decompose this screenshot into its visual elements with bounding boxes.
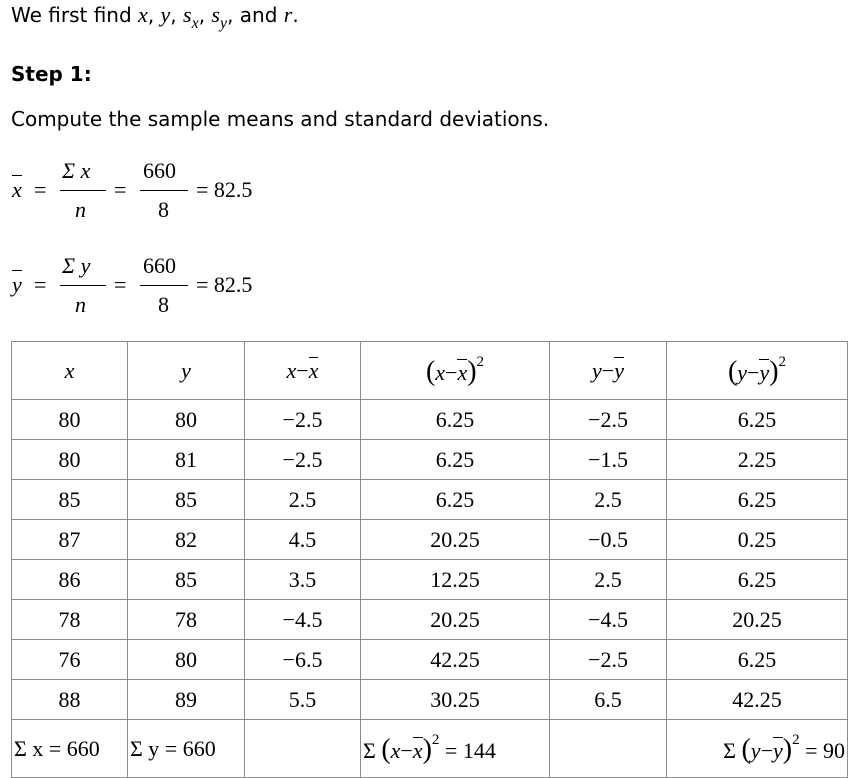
var-x: x xyxy=(138,2,148,27)
cell-y: 85 xyxy=(128,480,245,520)
header-x-a: x xyxy=(435,359,446,385)
minus-sign: − xyxy=(760,737,773,763)
exponent-2: 2 xyxy=(431,731,440,748)
var-r: r xyxy=(283,2,293,27)
cell-y-dev-squared: 0.25 xyxy=(667,520,848,560)
table-header-row xyxy=(12,342,848,400)
sum-x-numerator: Σ x xyxy=(62,158,91,183)
x-bar: x xyxy=(308,357,319,383)
fraction-line xyxy=(140,285,188,286)
cell-x: 85 xyxy=(12,480,128,520)
cell-y: 81 xyxy=(128,440,245,480)
cell-x-dev-squared: 6.25 xyxy=(361,400,550,440)
intro-and: and xyxy=(239,3,278,27)
sub-y: y xyxy=(219,15,228,32)
intro-sentence: We first find x, y, $s_x$, $s_y$, and r. xyxy=(11,2,299,32)
fraction-line xyxy=(140,190,188,191)
cell-y: 82 xyxy=(128,520,245,560)
cell-x-minus-mean: 2.5 xyxy=(245,480,361,520)
cell-y-minus-mean: 2.5 xyxy=(550,560,667,600)
mean-y-equation xyxy=(10,250,410,320)
cell-x: 88 xyxy=(12,680,128,720)
minus-sign: − xyxy=(601,357,615,383)
cell-x-minus-mean: 5.5 xyxy=(245,680,361,720)
n-denominator: n xyxy=(75,292,86,317)
cell-y-dev-squared: 20.25 xyxy=(667,600,848,640)
table-row xyxy=(12,440,848,480)
cell-x-minus-mean: −2.5 xyxy=(245,400,361,440)
cell-y: 85 xyxy=(128,560,245,600)
numerator-660: 660 xyxy=(143,253,176,278)
x-symbol: x xyxy=(390,737,401,763)
header-x-dev-squared: $(x-x)^2$ xyxy=(361,342,550,400)
cell-x-dev-squared: 6.25 xyxy=(361,440,550,480)
cell-x-dev-squared: 20.25 xyxy=(361,600,550,640)
minus-sign: − xyxy=(400,737,413,763)
var-sx: s xyxy=(183,2,192,27)
totals-row xyxy=(12,720,848,778)
header-y-a: y xyxy=(737,359,748,385)
table-row xyxy=(12,640,848,680)
step-heading: Step 1: xyxy=(11,62,92,86)
cell-x-dev-squared: 42.25 xyxy=(361,640,550,680)
sigma-symbol: Σ xyxy=(363,737,376,763)
sum-y-dev-sq-cell: Σ $(y-y)^2 = 90$ xyxy=(667,720,848,778)
x-bar: x xyxy=(457,359,468,385)
empty-total-cell xyxy=(550,720,667,778)
cell-y-dev-squared: 2.25 xyxy=(667,440,848,480)
empty-total-cell xyxy=(245,720,361,778)
cell-x-minus-mean: −4.5 xyxy=(245,600,361,640)
cell-x: 87 xyxy=(12,520,128,560)
cell-y-minus-mean: −1.5 xyxy=(550,440,667,480)
exponent-2: 2 xyxy=(792,731,800,748)
cell-x: 86 xyxy=(12,560,128,600)
cell-y-dev-squared: 6.25 xyxy=(667,400,848,440)
sigma-symbol: Σ xyxy=(723,737,736,763)
n-denominator: n xyxy=(75,197,86,222)
cell-y-dev-squared: 6.25 xyxy=(667,560,848,600)
x-bar: x xyxy=(412,737,423,763)
var-y: y xyxy=(160,2,171,27)
sum-x-dev-sq-cell: Σ $(x-x)^2 = 144$ xyxy=(361,720,550,778)
cell-y-dev-squared: 42.25 xyxy=(667,680,848,720)
sum-x-total: Σ x = 660 xyxy=(14,735,100,761)
cell-x-dev-squared: 6.25 xyxy=(361,480,550,520)
table-row xyxy=(12,600,848,640)
cell-y: 78 xyxy=(128,600,245,640)
cell-x-minus-mean: 3.5 xyxy=(245,560,361,600)
cell-x: 76 xyxy=(12,640,128,680)
denominator-8: 8 xyxy=(158,292,169,317)
header-y-dev-squared: $(y-y)^2$ xyxy=(667,342,848,400)
instruction-text: Compute the sample means and standard deviations. xyxy=(11,107,550,131)
mean-x-equation xyxy=(10,155,410,225)
exponent-2: 2 xyxy=(778,353,787,370)
intro-prefix: We first find xyxy=(11,3,132,27)
sum-x-cell xyxy=(12,720,128,778)
y-symbol: y xyxy=(750,737,761,763)
var-sy: s xyxy=(211,2,220,27)
table-row xyxy=(12,400,848,440)
sum-y-numerator: Σ y xyxy=(62,253,91,278)
cell-y-minus-mean: 6.5 xyxy=(550,680,667,720)
cell-x-minus-mean: −6.5 xyxy=(245,640,361,680)
cell-x-dev-squared: 12.25 xyxy=(361,560,550,600)
exponent-2: 2 xyxy=(476,353,485,370)
cell-y-minus-mean: −2.5 xyxy=(550,400,667,440)
numerator-660: 660 xyxy=(143,158,176,183)
header-y-a: y xyxy=(592,357,602,383)
sum-x-dev-sq-result: = 144 xyxy=(444,737,496,763)
cell-x-minus-mean: −2.5 xyxy=(245,440,361,480)
table-row xyxy=(12,520,848,560)
table-row xyxy=(12,480,848,520)
minus-sign: − xyxy=(747,359,760,385)
cell-y-dev-squared: 6.25 xyxy=(667,640,848,680)
header-x-minus-mean xyxy=(245,342,361,400)
deviation-table xyxy=(11,341,848,778)
cell-x: 78 xyxy=(12,600,128,640)
cell-y-minus-mean: −2.5 xyxy=(550,640,667,680)
y-bar: y xyxy=(614,357,624,383)
cell-y-minus-mean: 2.5 xyxy=(550,480,667,520)
equals-sign: = xyxy=(114,272,127,297)
sum-y-cell xyxy=(128,720,245,778)
cell-y-minus-mean: −0.5 xyxy=(550,520,667,560)
table-row xyxy=(12,560,848,600)
x-bar: x xyxy=(12,177,22,202)
mean-x-result: = 82.5 xyxy=(196,177,253,202)
header-y-minus-mean xyxy=(550,342,667,400)
cell-y: 80 xyxy=(128,400,245,440)
fraction-line xyxy=(60,285,106,286)
sum-y-dev-sq-result: = 90 xyxy=(805,737,845,763)
y-bar: y xyxy=(759,359,770,385)
fraction-line xyxy=(60,190,106,191)
sum-y-total: Σ y = 660 xyxy=(130,735,216,761)
cell-x: 80 xyxy=(12,400,128,440)
equals-sign: = xyxy=(34,177,47,202)
table-row xyxy=(12,680,848,720)
cell-x: 80 xyxy=(12,440,128,480)
cell-y-minus-mean: −4.5 xyxy=(550,600,667,640)
table-body xyxy=(12,400,848,720)
denominator-8: 8 xyxy=(158,197,169,222)
cell-x-dev-squared: 20.25 xyxy=(361,520,550,560)
minus-sign: − xyxy=(296,357,309,383)
y-bar: y xyxy=(772,737,783,763)
y-bar: y xyxy=(12,272,22,297)
header-x-a: x xyxy=(286,357,297,383)
header-x: x xyxy=(12,342,128,400)
sub-x: x xyxy=(191,15,199,32)
equals-sign: = xyxy=(114,177,127,202)
cell-x-dev-squared: 30.25 xyxy=(361,680,550,720)
cell-x-minus-mean: 4.5 xyxy=(245,520,361,560)
cell-y-dev-squared: 6.25 xyxy=(667,480,848,520)
equals-sign: = xyxy=(34,272,47,297)
cell-y: 80 xyxy=(128,640,245,680)
mean-y-result: = 82.5 xyxy=(196,272,253,297)
header-y: y xyxy=(128,342,245,400)
cell-y: 89 xyxy=(128,680,245,720)
minus-sign: − xyxy=(445,359,458,385)
intro-period: . xyxy=(292,3,299,27)
